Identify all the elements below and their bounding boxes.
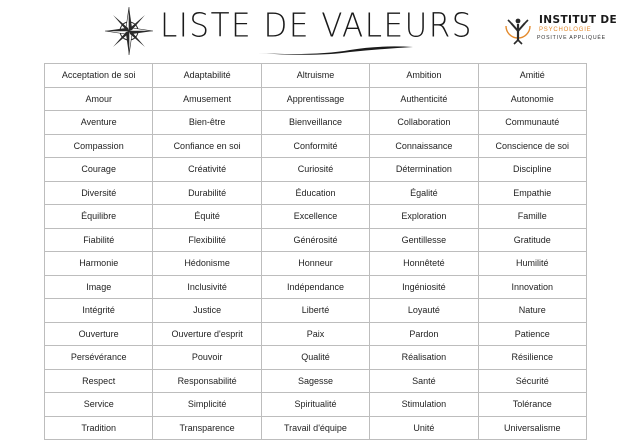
value-cell: Communauté [478, 111, 586, 135]
value-cell: Honneur [261, 252, 369, 276]
table-row [45, 275, 587, 299]
value-cell: Ingéniosité [370, 275, 478, 299]
logo-name: INSTITUT DE [539, 14, 618, 26]
value-cell: Gratitude [478, 228, 586, 252]
value-cell: Ouverture d'esprit [153, 322, 261, 346]
value-cell: Universalisme [478, 416, 586, 440]
value-cell: Curiosité [261, 158, 369, 182]
value-cell: Tolérance [478, 393, 586, 417]
value-cell: Authenticité [370, 87, 478, 111]
value-cell: Empathie [478, 181, 586, 205]
value-cell: Pardon [370, 322, 478, 346]
value-cell: Autonomie [478, 87, 586, 111]
value-cell: Équité [153, 205, 261, 229]
institute-logo [503, 12, 630, 52]
value-cell: Diversité [45, 181, 153, 205]
value-cell: Acceptation de soi [45, 64, 153, 88]
value-cell: Exploration [370, 205, 478, 229]
value-cell: Confiance en soi [153, 134, 261, 158]
value-cell: Service [45, 393, 153, 417]
table-row [45, 322, 587, 346]
value-cell: Honnêteté [370, 252, 478, 276]
tree-person-icon [503, 14, 533, 46]
value-cell: Ambition [370, 64, 478, 88]
value-cell: Hédonisme [153, 252, 261, 276]
value-cell: Qualité [261, 346, 369, 370]
value-cell: Aventure [45, 111, 153, 135]
table-row [45, 299, 587, 323]
table-row [45, 158, 587, 182]
value-cell: Respect [45, 369, 153, 393]
value-cell: Loyauté [370, 299, 478, 323]
table-row [45, 346, 587, 370]
logo-subtitle-positive: POSITIVE APPLIQUÉE [537, 35, 606, 41]
table-row [45, 181, 587, 205]
value-cell: Liberté [261, 299, 369, 323]
value-cell: Unité [370, 416, 478, 440]
table-row [45, 393, 587, 417]
title-underline-swoosh [255, 43, 415, 57]
page-header [0, 0, 630, 62]
value-cell: Travail d'équipe [261, 416, 369, 440]
value-cell: Patience [478, 322, 586, 346]
value-cell: Ouverture [45, 322, 153, 346]
value-cell: Discipline [478, 158, 586, 182]
table-row [45, 252, 587, 276]
value-cell: Innovation [478, 275, 586, 299]
value-cell: Tradition [45, 416, 153, 440]
value-cell: Gentillesse [370, 228, 478, 252]
value-cell: Transparence [153, 416, 261, 440]
page-title: LISTE DE VALEURS [160, 7, 473, 45]
value-cell: Bien-être [153, 111, 261, 135]
values-table-body [45, 64, 587, 440]
table-row [45, 134, 587, 158]
value-cell: Inclusivité [153, 275, 261, 299]
value-cell: Créativité [153, 158, 261, 182]
value-cell: Simplicité [153, 393, 261, 417]
value-cell: Sécurité [478, 369, 586, 393]
value-cell: Collaboration [370, 111, 478, 135]
logo-subtitle-psychologie: PSYCHOLOGIE [539, 27, 592, 33]
value-cell: Sagesse [261, 369, 369, 393]
value-cell: Nature [478, 299, 586, 323]
value-cell: Conformité [261, 134, 369, 158]
value-cell: Spiritualité [261, 393, 369, 417]
value-cell: Bienveillance [261, 111, 369, 135]
compass-rose-icon [104, 6, 154, 56]
value-cell: Éducation [261, 181, 369, 205]
value-cell: Responsabilité [153, 369, 261, 393]
value-cell: Persévérance [45, 346, 153, 370]
value-cell: Résilience [478, 346, 586, 370]
value-cell: Apprentissage [261, 87, 369, 111]
table-row [45, 64, 587, 88]
value-cell: Compassion [45, 134, 153, 158]
table-row [45, 87, 587, 111]
value-cell: Courage [45, 158, 153, 182]
value-cell: Amour [45, 87, 153, 111]
value-cell: Égalité [370, 181, 478, 205]
value-cell: Amusement [153, 87, 261, 111]
value-cell: Harmonie [45, 252, 153, 276]
value-cell: Excellence [261, 205, 369, 229]
value-cell: Altruisme [261, 64, 369, 88]
value-cell: Pouvoir [153, 346, 261, 370]
value-cell: Santé [370, 369, 478, 393]
value-cell: Réalisation [370, 346, 478, 370]
value-cell: Conscience de soi [478, 134, 586, 158]
table-row [45, 205, 587, 229]
value-cell: Durabilité [153, 181, 261, 205]
value-cell: Flexibilité [153, 228, 261, 252]
table-row [45, 228, 587, 252]
values-table [44, 63, 587, 440]
value-cell: Humilité [478, 252, 586, 276]
value-cell: Adaptabilité [153, 64, 261, 88]
value-cell: Amitié [478, 64, 586, 88]
value-cell: Paix [261, 322, 369, 346]
table-row [45, 416, 587, 440]
value-cell: Détermination [370, 158, 478, 182]
table-row [45, 369, 587, 393]
value-cell: Équilibre [45, 205, 153, 229]
value-cell: Justice [153, 299, 261, 323]
value-cell: Famille [478, 205, 586, 229]
value-cell: Fiabilité [45, 228, 153, 252]
value-cell: Stimulation [370, 393, 478, 417]
value-cell: Générosité [261, 228, 369, 252]
value-cell: Connaissance [370, 134, 478, 158]
table-row [45, 111, 587, 135]
value-cell: Image [45, 275, 153, 299]
value-cell: Indépendance [261, 275, 369, 299]
value-cell: Intégrité [45, 299, 153, 323]
